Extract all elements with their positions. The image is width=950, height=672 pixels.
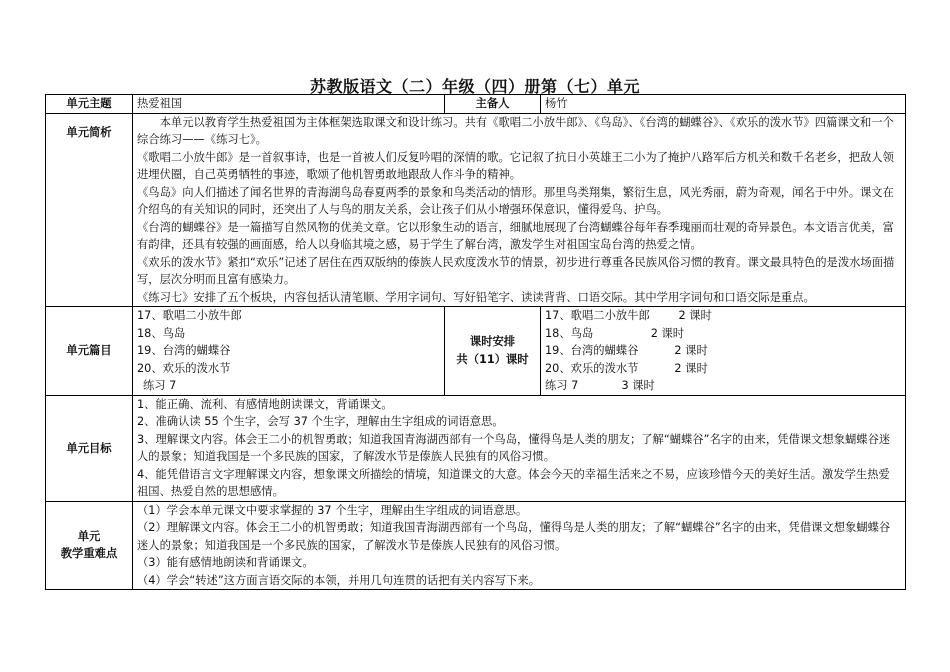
schedule-item: 18、鸟岛 2 课时 bbox=[545, 326, 685, 340]
keypoints-label-line1: 单元 bbox=[77, 530, 101, 544]
summary-row bbox=[46, 113, 906, 307]
goal-item: 3、理解课文内容。体会王二小的机智勇敢；知道我国青海湖西部有一个鸟岛，懂得鸟是人类的朋友；了解“蝴蝶谷”名字的由来，凭借课文想象蝴蝶谷迷人的景象；知道我国是一个多民族的国家，了解泼水节是傣族人民独有的风俗习惯。 bbox=[137, 432, 891, 463]
schedule-item: 20、欢乐的泼水节 2 课时 bbox=[545, 361, 708, 375]
schedule-label-line1: 课时安排 bbox=[469, 335, 516, 349]
theme-label: 单元主题 bbox=[46, 95, 133, 114]
goal-item: 1、能正确、流利、有感情地朗读课文，背诵课文。 bbox=[137, 397, 393, 411]
lessons-label: 单元篇目 bbox=[46, 307, 133, 396]
summary-label: 单元简析 bbox=[46, 113, 133, 307]
schedule-item: 练习 7 3 课时 bbox=[545, 379, 655, 392]
summary-paragraph: 《歌唱二小放牛郎》是一首叙事诗，也是一首被人们反复吟唱的深情的歌。它记叙了抗日小英雄王二小为了掩护八路军后方机关和数千名老乡，把敌人领进埋伏圈，自己英勇牺牲的事迹，歌颂了他机智勇敢地跟敌人作斗争的精神。 bbox=[137, 150, 894, 181]
goal-item: 2、准确认读 55 个生字，会写 37 个生字，理解由生字组成的词语意思。 bbox=[137, 415, 504, 428]
goals-content bbox=[133, 395, 906, 501]
summary-paragraph: 《练习七》安排了五个板块，内容包括认清笔顺、学用字词句、写好铅笔字、读读背背、口语交际。其中学用字词句和口语交际是重点。 bbox=[137, 290, 815, 304]
lesson-item: 17、歌唱二小放牛郎 bbox=[137, 309, 242, 322]
keypoint-item: （2）理解课文内容。体会王二小的机智勇敢；知道我国青海湖西部有一个鸟岛，懂得鸟是人类的朋友；了解“蝴蝶谷”名字的由来，凭借课文想象蝴蝶谷迷人的景象；知道我国是一个多民族的国家，了解泼水节是傣族人民独有的风俗习惯。 bbox=[137, 521, 891, 552]
schedule-label-line2: 共（11）课时 bbox=[456, 352, 529, 366]
schedule-item: 19、台湾的蝴蝶谷 2 课时 bbox=[545, 344, 708, 357]
goals-row bbox=[46, 395, 906, 501]
author-label: 主备人 bbox=[445, 95, 541, 114]
goal-item: 4、能凭借语言文字理解课文内容，想象课文所描绘的情境，知道课文的大意。体会今天的幸福生活来之不易，应该珍惜今天的美好生活。激发学生热爱祖国、热爱自然的思想感情。 bbox=[137, 467, 890, 498]
summary-paragraph: 《鸟岛》向人们描述了闻名世界的青海湖鸟岛春夏两季的景象和鸟类活动的情形。那里鸟类翔集，繁衍生息，风光秀丽，蔚为奇观，闻名于中外。课文在介绍鸟的有关知识的同时，还突出了人与鸟的朋友关系，会让孩子们从小增强环保意识，懂得爱鸟、护鸟。 bbox=[137, 185, 894, 216]
keypoints-label bbox=[46, 501, 133, 590]
keypoint-item: （3）能有感情地朗读和背诵课文。 bbox=[137, 556, 314, 569]
theme-row bbox=[46, 95, 906, 114]
keypoints-content bbox=[133, 501, 906, 590]
keypoint-item: （4）学会“转述”这方面言语交际的本领，并用几句连贯的话把有关内容写下来。 bbox=[137, 573, 540, 587]
schedule-list bbox=[541, 307, 906, 396]
goals-label: 单元目标 bbox=[46, 395, 133, 501]
summary-paragraph: 《台湾的蝴蝶谷》是一篇描写自然风物的优美文章。它以形象生动的语言，细腻地展现了台湾蝴蝶谷每年春季瑰丽而壮观的奇异景色。本文语言优美，富有韵律，还具有较强的画面感，给人以身临其境之感，易于学生了解台湾，激发学生对祖国宝岛台湾的热爱之情。 bbox=[137, 220, 894, 251]
lesson-item: 练习 7 bbox=[143, 379, 177, 392]
author-value: 杨竹 bbox=[541, 95, 906, 114]
lessons-list bbox=[133, 307, 445, 396]
keypoint-item: （1）学会本单元课文中要求掌握的 37 个生字，理解由生字组成的词语意思。 bbox=[137, 503, 528, 517]
summary-paragraph: 《欢乐的泼水节》紧扣“欢乐”记述了居住在西双版纳的傣族人民欢度泼水节的情景，初步进行尊重各民族风俗习惯的教育。课文最具特色的是泼水场面描写，层次分明而且富有感染力。 bbox=[137, 255, 895, 286]
theme-value: 热爱祖国 bbox=[133, 95, 445, 114]
schedule-item: 17、歌唱二小放牛郎 2 课时 bbox=[545, 309, 712, 322]
keypoints-row bbox=[46, 501, 906, 590]
document-title: 苏教版语文（二）年级（四）册第（七）单元 bbox=[309, 77, 640, 96]
lessons-row bbox=[46, 307, 906, 396]
schedule-label bbox=[445, 307, 541, 396]
lesson-item: 19、台湾的蝴蝶谷 bbox=[137, 344, 231, 357]
lesson-item: 20、欢乐的泼水节 bbox=[137, 361, 231, 375]
lesson-item: 18、鸟岛 bbox=[137, 326, 186, 340]
summary-paragraph: 本单元以教育学生热爱祖国为主体框架选取课文和设计练习。共有《歌唱二小放牛郎》、《鸟岛》、《台湾的蝴蝶谷》、《欢乐的泼水节》四篇课文和一个综合练习——《练习七》。 bbox=[137, 115, 894, 146]
keypoints-label-line2: 教学重难点 bbox=[60, 547, 118, 561]
unit-plan-table bbox=[45, 94, 906, 590]
summary-content bbox=[133, 113, 906, 307]
